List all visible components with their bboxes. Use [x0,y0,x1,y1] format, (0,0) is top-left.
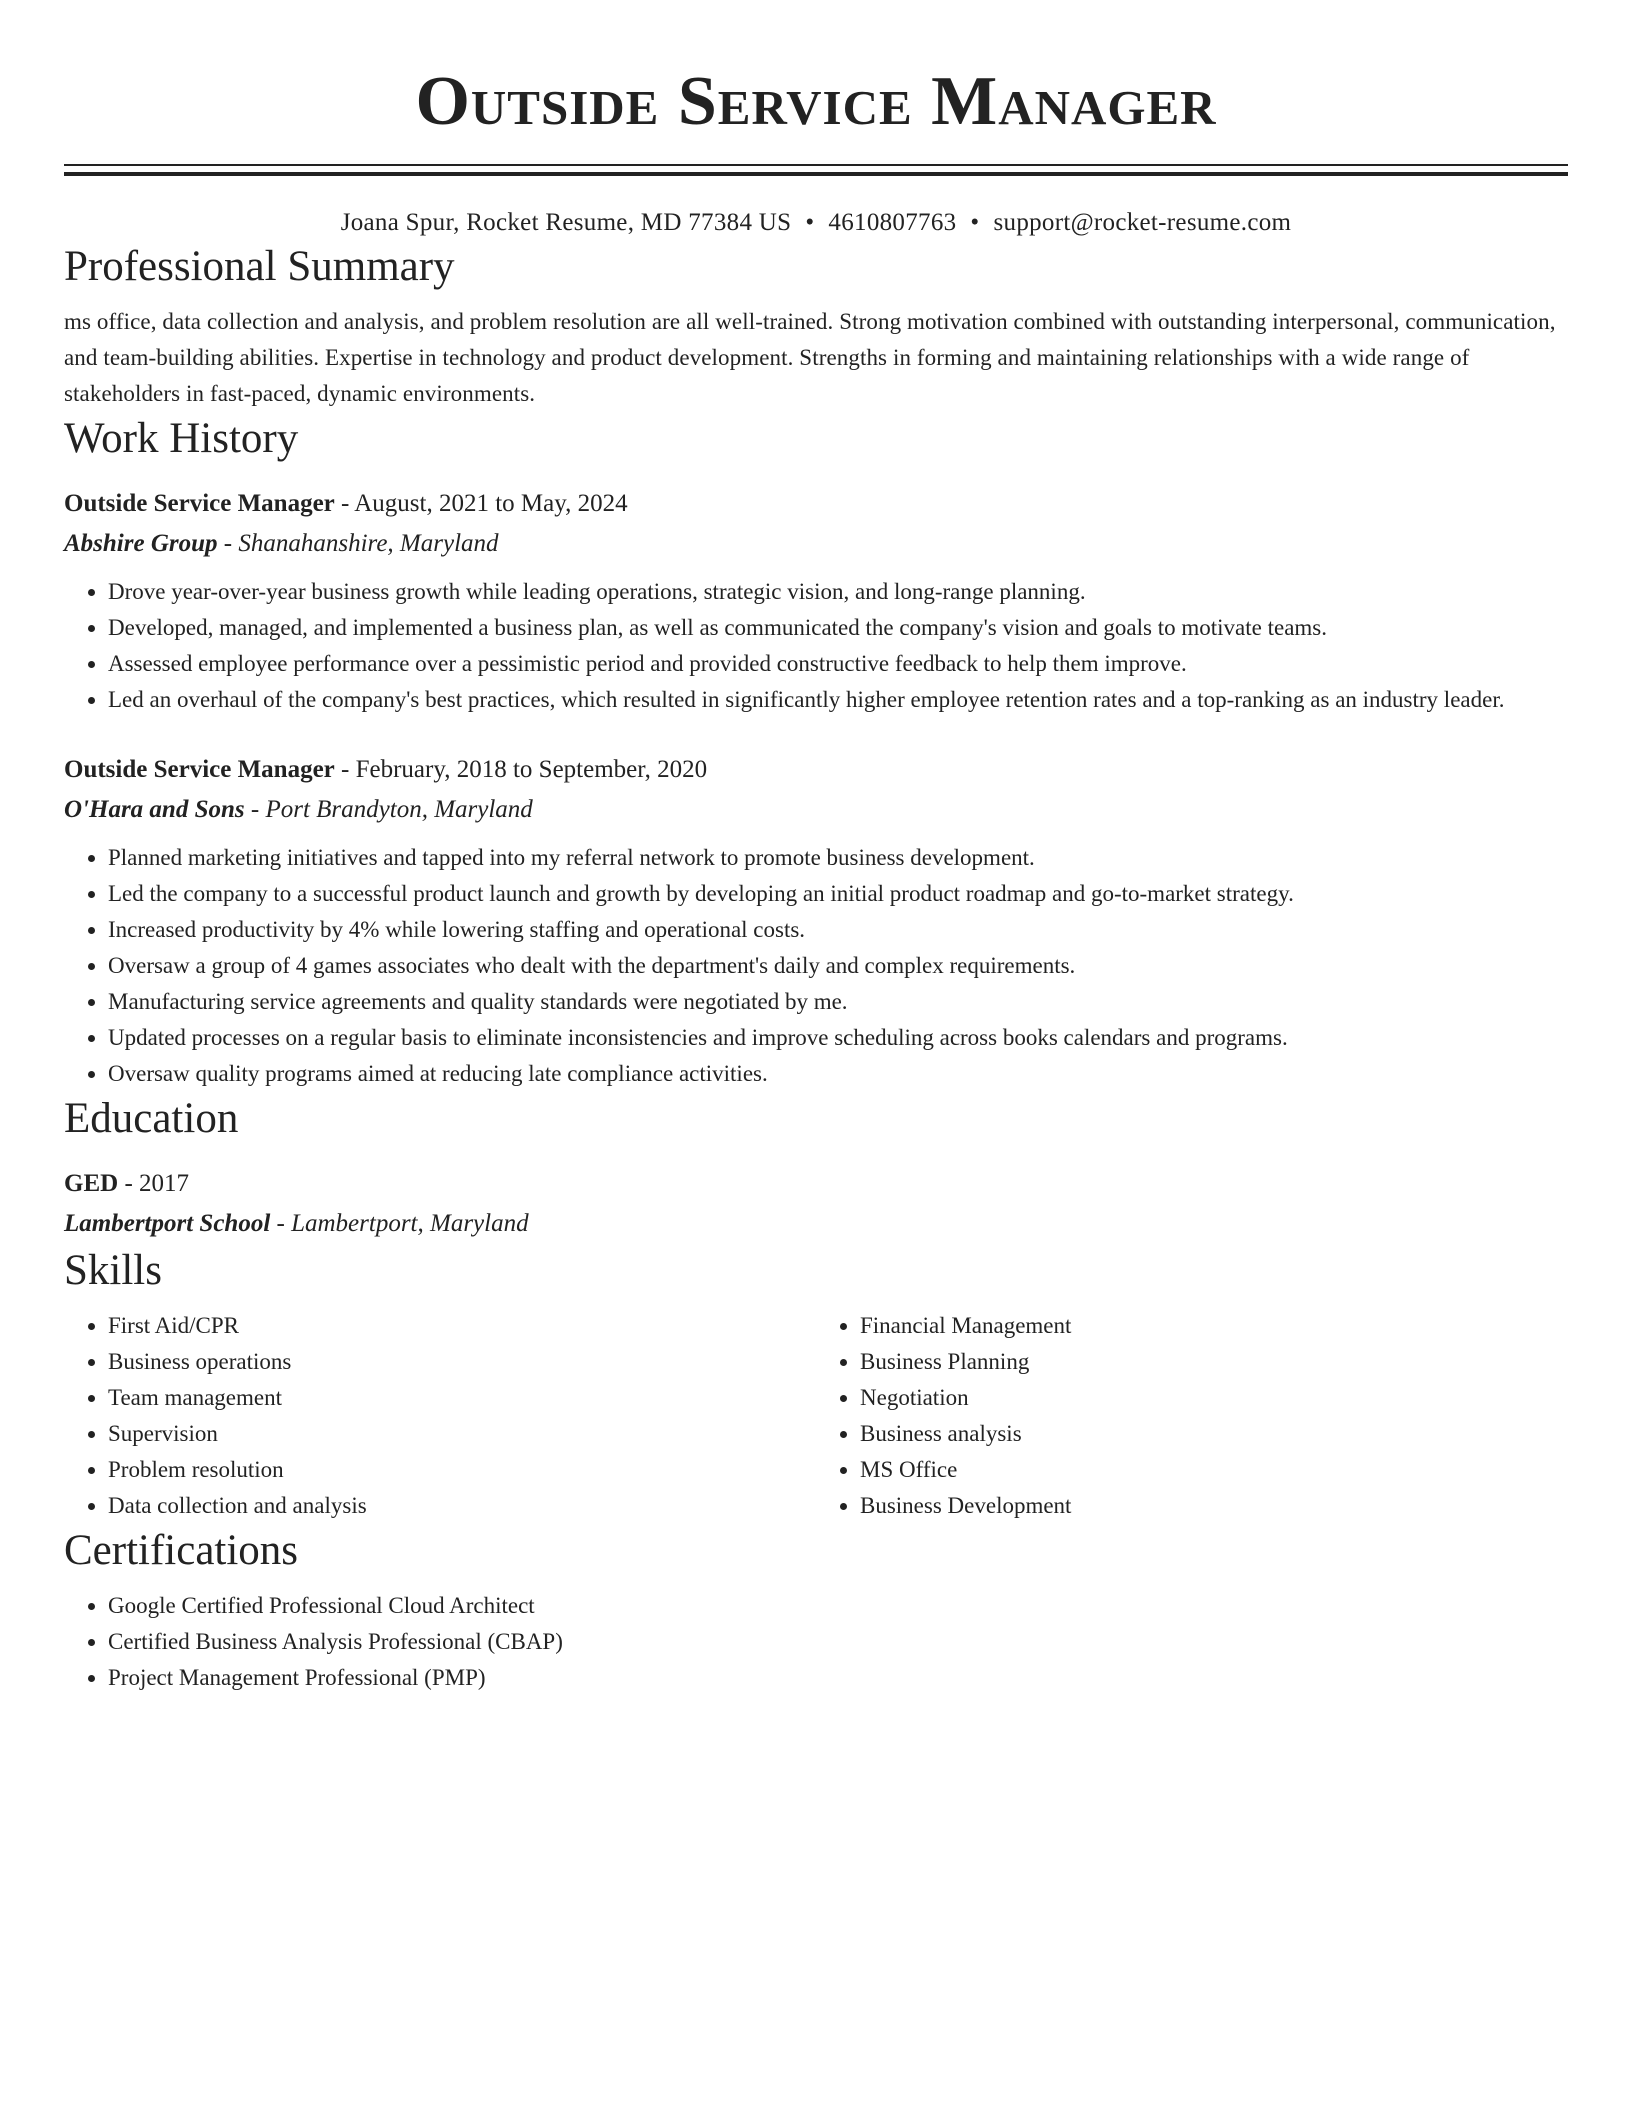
job-location: - Shanahanshire, Maryland [217,530,499,557]
education-school: Lambertport School [64,1210,271,1237]
job-title: Outside Service Manager [64,756,335,783]
job-bullets [64,574,1568,718]
certification-item: • Project Management Professional (PMP) [108,1660,1568,1696]
title-divider-thick [64,172,1568,176]
job-dates: - August, 2021 to May, 2024 [334,490,628,517]
skills-column-left [64,1308,816,1524]
contact-email: support@rocket-resume.com [993,209,1292,236]
skills-column-right [816,1308,1568,1524]
list-item: • Oversaw a group of 4 games associates who dealt with the department's daily and complex requirements. [108,948,1568,984]
contact-separator: • [970,209,980,236]
education-school-line [64,1204,1568,1244]
resume-title: Outside Service Manager [415,63,1217,140]
education-heading: Education [64,1095,239,1142]
contact-phone: 4610807763 [828,209,957,236]
list-item: • Manufacturing service agreements and quality standards were negotiated by me. [108,984,1568,1020]
skill-item: • Problem resolution [108,1452,816,1488]
job-entry-2 [64,750,1568,1092]
job-location: - Port Brandyton, Maryland [244,796,533,823]
list-item: • Oversaw quality programs aimed at reducing late compliance activities. [108,1056,1568,1092]
list-item: • Increased productivity by 4% while lowering staffing and operational costs. [108,912,1568,948]
list-item: • Led an overhaul of the company's best practices, which resulted in significantly higher employee retention rates and a top-ranking as an industry leader. [108,682,1568,718]
job-company: Abshire Group [64,530,218,557]
list-item: • Planned marketing initiatives and tapped into my referral network to promote business development. [108,840,1568,876]
job-bullets [64,840,1568,1092]
job-company-line [64,790,1568,830]
skill-item: • Business Development [860,1488,1568,1524]
list-item: • Developed, managed, and implemented a business plan, as well as communicated the company's vision and goals to motivate teams. [108,610,1568,646]
list-item: • Updated processes on a regular basis to eliminate inconsistencies and improve scheduling across books calendars and programs. [108,1020,1568,1056]
skill-item: • MS Office [860,1452,1568,1488]
skill-item: • Supervision [108,1416,816,1452]
skill-item: • Team management [108,1380,816,1416]
list-item: • Assessed employee performance over a pessimistic period and provided constructive feedback to help them improve. [108,646,1568,682]
job-title: Outside Service Manager [64,490,335,517]
list-item: • Drove year-over-year business growth while leading operations, strategic vision, and long-range planning. [108,574,1568,610]
certification-item: • Google Certified Professional Cloud Architect [108,1588,1568,1624]
skill-item: • Business Planning [860,1344,1568,1380]
skill-item: • Business analysis [860,1416,1568,1452]
certifications-list [64,1588,1568,1696]
work-history-heading: Work History [64,415,299,462]
skill-item: • First Aid/CPR [108,1308,816,1344]
education-year: - 2017 [118,1170,190,1197]
contact-line [64,206,1568,240]
skill-item: • Business operations [108,1344,816,1380]
contact-separator: • [805,209,815,236]
skills-heading: Skills [64,1247,162,1294]
job-company: O'Hara and Sons [64,796,245,823]
contact-address: Joana Spur, Rocket Resume, MD 77384 US [340,209,792,236]
skill-item: • Negotiation [860,1380,1568,1416]
skills-grid [64,1298,1568,1524]
job-entry-1 [64,484,1568,718]
education-degree-line [64,1164,1568,1204]
list-item: • Led the company to a successful product launch and growth by developing an initial product roadmap and go-to-market strategy. [108,876,1568,912]
job-company-line [64,524,1568,564]
education-degree: GED [64,1170,119,1197]
skill-item: • Data collection and analysis [108,1488,816,1524]
title-divider-thin [64,164,1568,166]
certifications-heading: Certifications [64,1527,299,1574]
skill-item: • Financial Management [860,1308,1568,1344]
job-title-line [64,484,1568,524]
education-location: - Lambertport, Maryland [270,1210,529,1237]
summary-text: ms office, data collection and analysis, and problem resolution are all well-trained. Strong motivation combined with outstanding interpersonal, communication, and team-building abilities. Expertise in technology and product development. Strengths in forming and maintaining relationships with a wide range of stakeholders in fast-paced, dynamic environments. [64,309,1556,406]
job-dates: - February, 2018 to September, 2020 [334,756,708,783]
job-title-line [64,750,1568,790]
certification-item: • Certified Business Analysis Professional (CBAP) [108,1624,1568,1660]
summary-heading: Professional Summary [64,243,455,290]
